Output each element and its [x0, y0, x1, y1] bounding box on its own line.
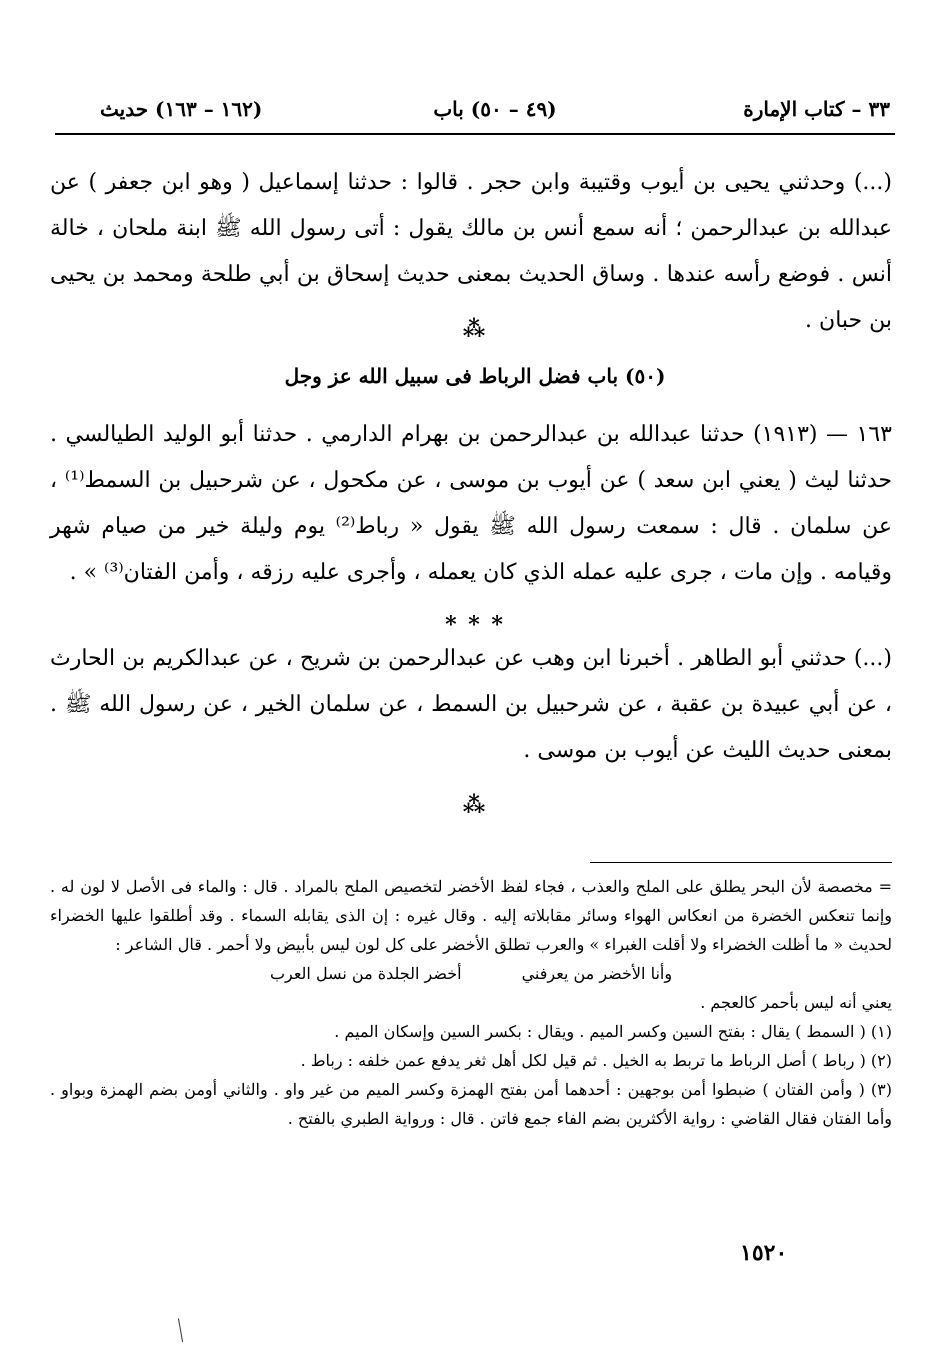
verse-hemistich-1: وأنا الأخضر من يعرفني	[521, 964, 673, 983]
separator-stars: * * *	[445, 612, 505, 638]
separator-stars: ⁂	[462, 316, 488, 342]
hadith-paragraph-163: ١٦٣ — (١٩١٣) حدثنا عبدالله بن عبدالرحمن بن بهرام الدارمي . حدثنا أبو الوليد الطيالسي . حدثنا ليث ( يعني ابن سعد ) عن أيوب بن موسى ، عن مكحول ، عن شرحبيل بن السمط⁽¹⁾ ، عن سلمان . قال : سمعت رسول الله ﷺ يقول « رباط⁽²⁾ يوم وليلة خير من صيام شهر وقيامه . وإن مات ، جرى عليه عمله الذي كان يعمله ، وأجرى عليه رزقه ، وأمن الفتان⁽³⁾ » .	[50, 422, 893, 585]
footnote-1: (١) ( السمط ) يقال : بفتح السين وكسر الميم . ويقال : بكسر السين وإسكان الميم .	[334, 1022, 892, 1041]
section-title: (٥٠) باب فضل الرباط فى سبيل الله عز وجل	[284, 364, 666, 388]
footnote-rule	[590, 862, 892, 863]
header-book-title: ٣٣ – كتاب الإمارة	[743, 97, 890, 121]
page-number: ١٥٢٠	[740, 1240, 788, 1266]
header-chapter-range: (٤٩ – ٥٠) باب	[433, 97, 557, 121]
footnote-3: (٣) ( وأمن الفتان ) ضبطوا أمن بوجهين : أحدهما أمن بفتح الهمزة وكسر الميم من غير واو . والثاني أومن بضم الهمزة وبواو . وأما الفتان فقال القاضي : رواية الأكثرين بضم الفاء جمع فاتن . قال : ورواية الطبري بالفتح .	[50, 1080, 892, 1128]
pen-mark	[178, 1318, 185, 1342]
footnotes	[50, 872, 892, 1133]
separator-stars: ⁂	[462, 792, 488, 818]
poem-verse	[50, 959, 892, 988]
footnote-2: (٢) ( رباط ) أصل الرباط ما تربط به الخيل . ثم قيل لكل أهل ثغر يدفع عمن خلفه : رباط .	[300, 1051, 892, 1070]
header-hadith-range: (١٦٢ – ١٦٣) حديث	[100, 97, 263, 121]
page-header	[100, 93, 890, 129]
header-rule	[55, 133, 895, 135]
hadith-paragraph-3: (...) حدثني أبو الطاهر . أخبرنا ابن وهب عن عبدالرحمن بن شريح ، عن عبدالكريم بن الحارث ، عن أبي عبيدة بن عقبة ، عن شرحبيل بن السمط ، عن سلمان الخير ، عن رسول الله ﷺ . بمعنى حديث الليث عن أيوب بن موسى .	[50, 646, 892, 763]
verse-hemistich-2: أخضر الجلدة من نسل العرب	[269, 964, 462, 983]
footnote-continuation: = مخصصة لأن البحر يطلق على الملح والعذب ، فجاء لفظ الأخضر لتخصيص الملح بالمراد . قال : والماء فى الأصل لا لون له . وإنما تنعكس الخضرة من انعكاس الهواء وسائر مقابلاته إليه . وقال غيره : إن الذى يقابله السماء . وقد أطلقوا عليها الخضراء لحديث « ما أظلت الخضراء ولا أقلت الغبراء » والعرب تطلق الأخضر على كل لون ليس بأبيض ولا أحمر . قال الشاعر :	[50, 877, 892, 954]
hadith-paragraph-1: (...) وحدثني يحيى بن أيوب وقتيبة وابن حجر . قالوا : حدثنا إسماعيل ( وهو ابن جعفر ) عن عبدالله بن عبدالرحمن ؛ أنه سمع أنس بن مالك يقول : أتى رسول الله ﷺ ابنة ملحان ، خالة أنس . فوضع رأسه عندها . وساق الحديث بمعنى حديث إسحاق بن أبي طلحة ومحمد بن يحيى بن حبان .	[50, 170, 892, 333]
footnote-continuation-end: يعني أنه ليس بأحمر كالعجم .	[700, 993, 892, 1012]
